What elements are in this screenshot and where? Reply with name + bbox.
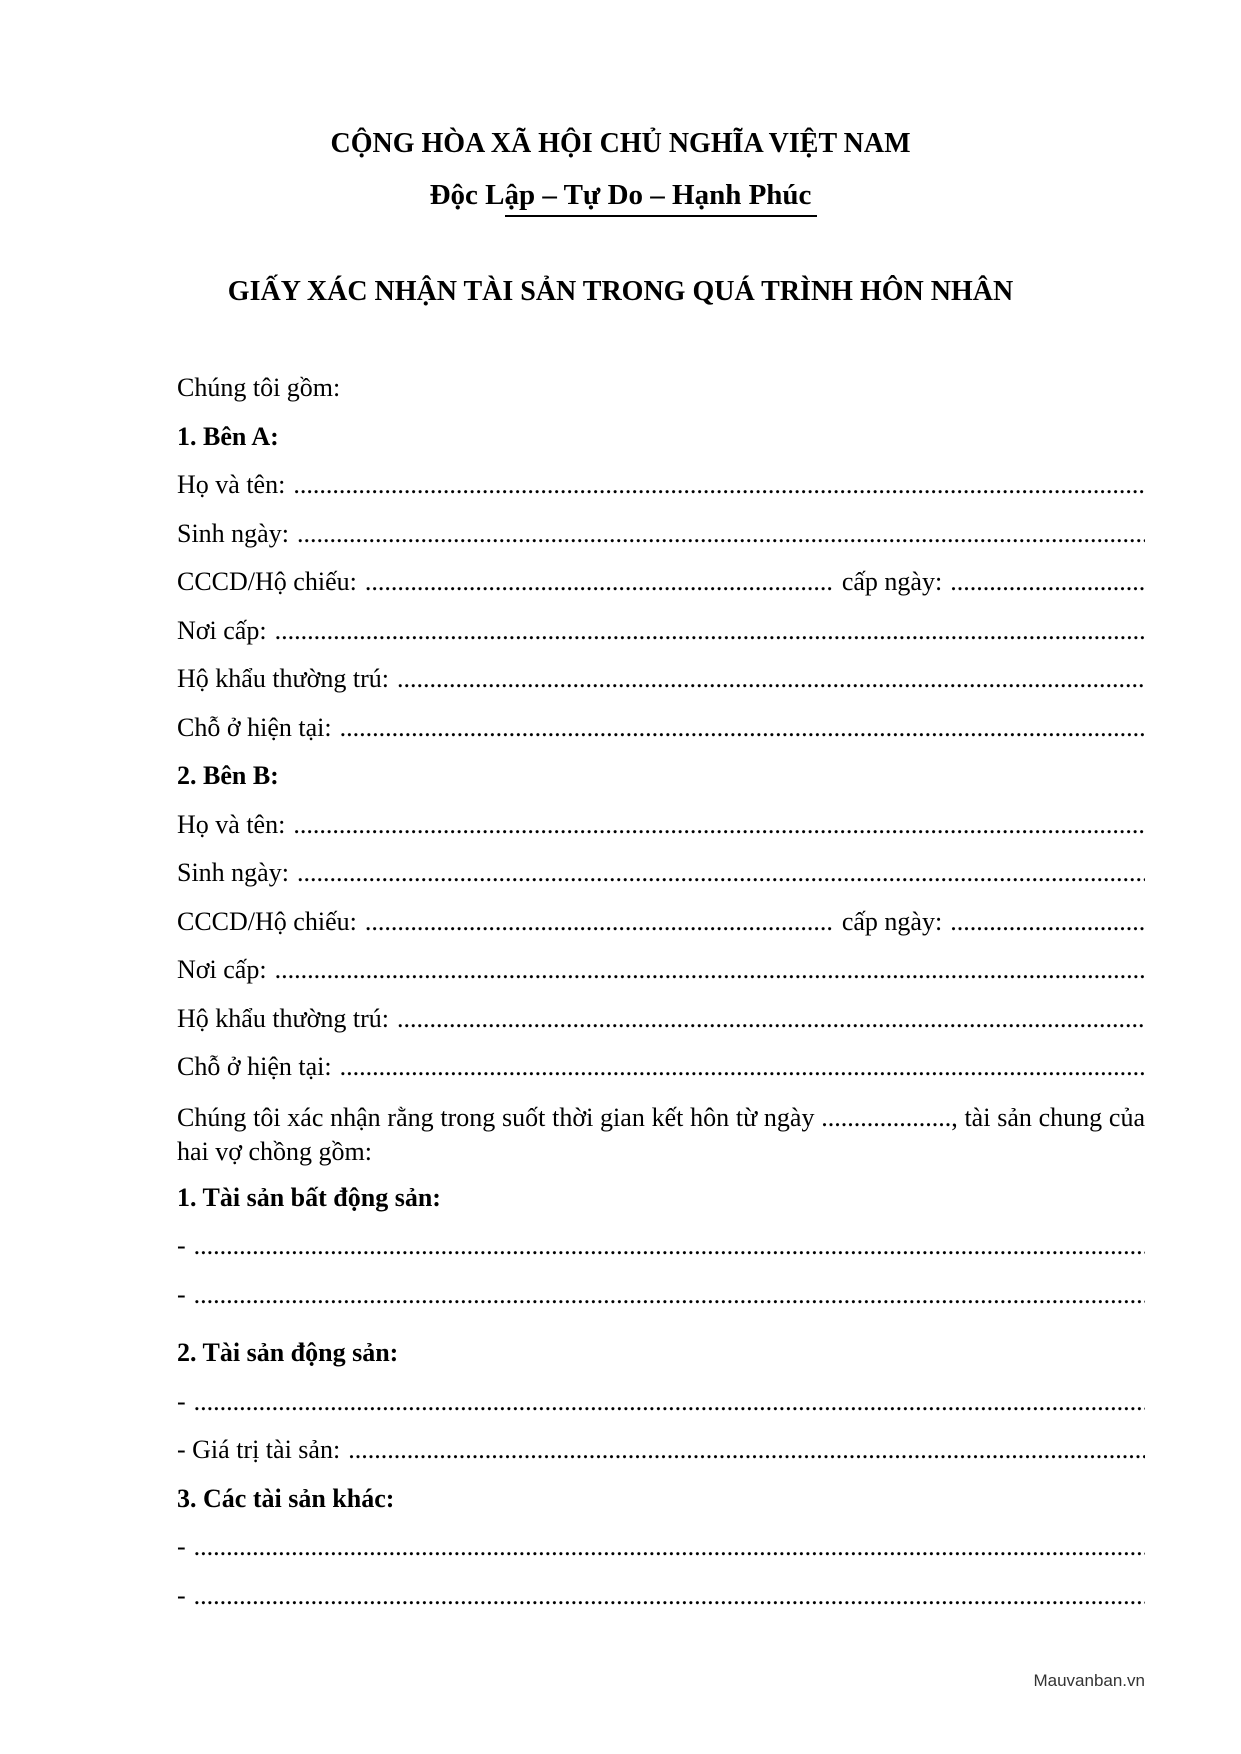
party-b-issue-date-field[interactable] <box>950 907 1145 937</box>
other-field-1[interactable] <box>194 1532 1145 1562</box>
party-b-issue-date-label: cấp ngày: <box>841 906 943 936</box>
party-b-id-row <box>177 907 1145 956</box>
real-estate-heading-line <box>177 1183 1145 1232</box>
party-a-dob-row <box>177 519 1145 568</box>
party-b-address-label: Chỗ ở hiện tại: <box>177 1052 332 1081</box>
party-a-address-label: Chỗ ở hiện tại: <box>177 712 332 742</box>
party-b-residence-row <box>177 1004 1145 1053</box>
party-a-address-field[interactable] <box>340 713 1145 743</box>
party-a-dob-field[interactable] <box>297 519 1145 549</box>
bullet-dash: - <box>177 1580 186 1610</box>
bullet-dash: - <box>177 1279 186 1309</box>
party-b-name-row <box>177 810 1145 859</box>
other-item-1 <box>177 1532 1145 1581</box>
party-a-issue-place-label: Nơi cấp: <box>177 615 267 645</box>
real-estate-field-1[interactable] <box>194 1231 1145 1261</box>
intro-text: Chúng tôi gồm: <box>177 373 341 402</box>
real-estate-heading: 1. Tài sản bất động sản: <box>177 1182 441 1212</box>
party-b-dob-label: Sinh ngày: <box>177 858 289 887</box>
party-a-issue-date-label: cấp ngày: <box>841 567 943 596</box>
party-a-residence-field[interactable] <box>397 664 1145 694</box>
other-item-2 <box>177 1581 1145 1630</box>
party-b-name-label: Họ và tên: <box>177 809 286 839</box>
document-body <box>177 373 1145 1629</box>
other-heading-line <box>177 1484 1145 1533</box>
party-a-id-label: CCCD/Hộ chiếu: <box>177 567 357 596</box>
intro-line <box>177 373 1145 422</box>
other-field-2[interactable] <box>194 1581 1145 1611</box>
party-a-name-row <box>177 470 1145 519</box>
party-a-address-row <box>177 713 1145 762</box>
party-a-dob-label: Sinh ngày: <box>177 518 289 548</box>
party-b-dob-field[interactable] <box>297 858 1145 888</box>
motto-underline <box>505 215 817 217</box>
party-b-name-field[interactable] <box>293 810 1145 840</box>
party-a-id-row <box>177 567 1145 616</box>
real-estate-item-1 <box>177 1231 1145 1280</box>
asset-value-field[interactable] <box>348 1435 1145 1465</box>
party-a-heading-line <box>177 422 1145 471</box>
bullet-dash: - <box>177 1231 186 1260</box>
movable-heading-line <box>177 1338 1145 1387</box>
party-b-issue-place-row <box>177 955 1145 1004</box>
real-estate-field-2[interactable] <box>194 1280 1145 1310</box>
asset-value-label: - Giá trị tài sản: <box>177 1435 341 1464</box>
party-b-id-field[interactable] <box>365 907 832 937</box>
party-a-residence-row <box>177 664 1145 713</box>
party-b-heading-line <box>177 761 1145 810</box>
party-a-residence-label: Hộ khẩu thường trú: <box>177 664 389 693</box>
movable-heading: 2. Tài sản động sản: <box>177 1338 399 1367</box>
national-title: CỘNG HÒA XÃ HỘI CHỦ NGHĨA VIỆT NAM <box>330 128 911 159</box>
party-b-heading: 2. Bên B: <box>177 761 279 790</box>
other-assets-heading: 3. Các tài sản khác: <box>177 1483 395 1513</box>
party-b-residence-label: Hộ khẩu thường trú: <box>177 1003 389 1033</box>
party-a-issue-place-row <box>177 616 1145 665</box>
party-b-address-row <box>177 1052 1145 1101</box>
bullet-dash: - <box>177 1386 186 1416</box>
party-a-issue-date-field[interactable] <box>950 567 1145 597</box>
bullet-dash: - <box>177 1532 186 1561</box>
party-a-id-field[interactable] <box>365 567 832 597</box>
party-b-dob-row <box>177 858 1145 907</box>
party-b-issue-place-label: Nơi cấp: <box>177 955 267 984</box>
party-a-heading: 1. Bên A: <box>177 421 279 451</box>
document-title: GIẤY XÁC NHẬN TÀI SẢN TRONG QUÁ TRÌNH HÔN NHÂN <box>227 276 1014 307</box>
party-b-residence-field[interactable] <box>397 1004 1145 1034</box>
party-b-id-label: CCCD/Hộ chiếu: <box>177 906 357 936</box>
confirmation-paragraph: Chúng tôi xác nhận rằng trong suốt thời gian kết hôn từ ngày ...................., tài sản chung của hai vợ chồng gồm: <box>177 1102 1145 1166</box>
party-a-name-field[interactable] <box>293 470 1145 500</box>
party-a-name-label: Họ và tên: <box>177 470 286 499</box>
movable-item-1 <box>177 1387 1145 1436</box>
party-a-issue-place-field[interactable] <box>275 616 1145 646</box>
party-b-issue-place-field[interactable] <box>275 955 1145 985</box>
party-b-address-field[interactable] <box>340 1052 1145 1082</box>
national-motto: Độc Lập – Tự Do – Hạnh Phúc <box>429 179 812 211</box>
asset-value-row <box>177 1435 1145 1484</box>
real-estate-item-2 <box>177 1280 1145 1329</box>
source-watermark: Mauvanban.vn <box>1033 1671 1145 1690</box>
movable-field-1[interactable] <box>194 1387 1145 1417</box>
